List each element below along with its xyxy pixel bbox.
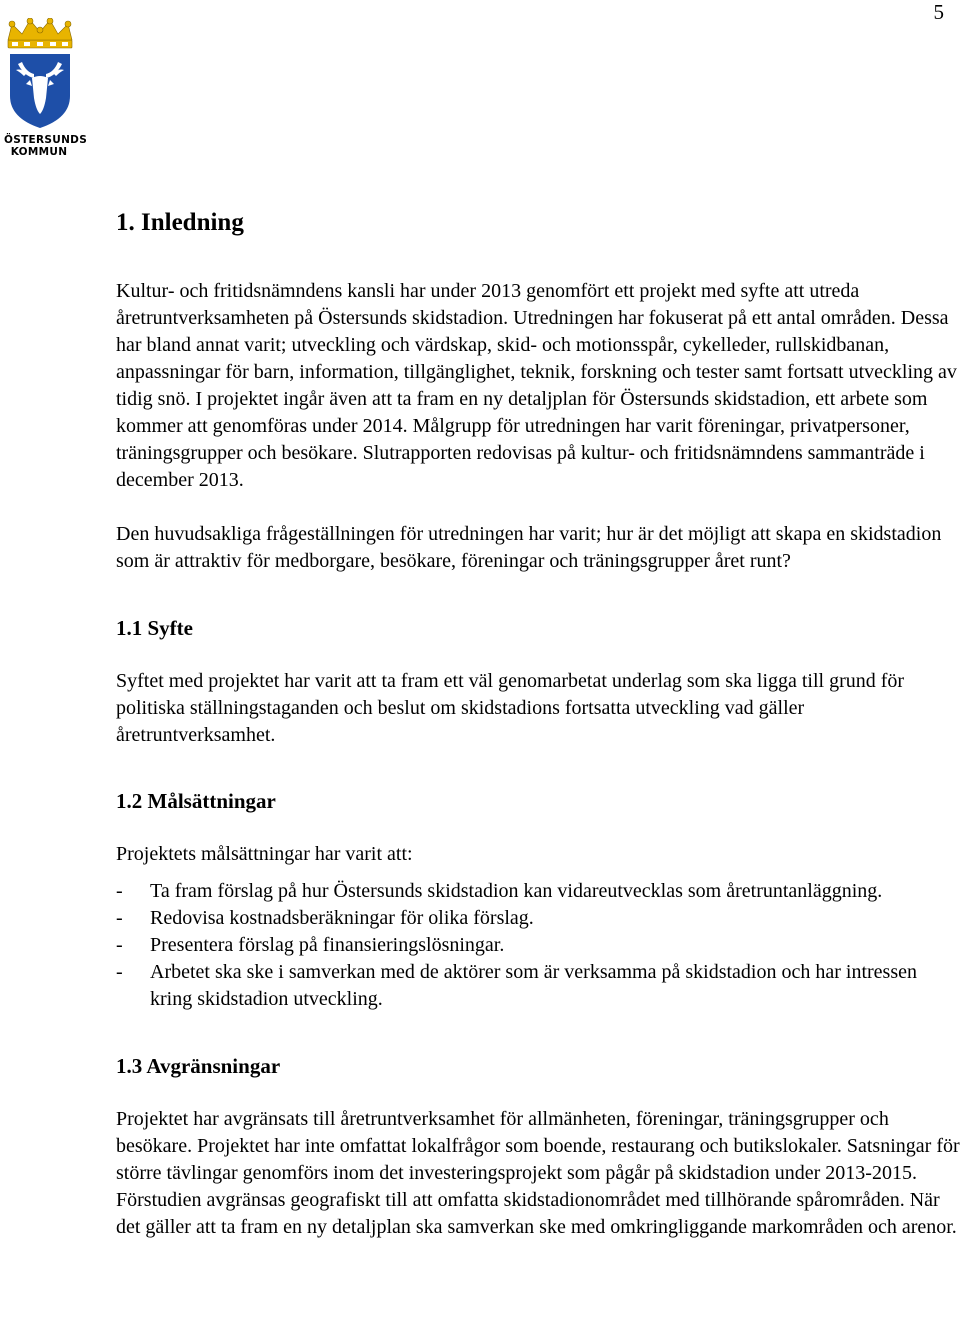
municipality-logo <box>4 18 88 158</box>
logo-text-line2: KOMMUN <box>10 146 68 158</box>
logo-text-line1: ÖSTERSUNDS <box>4 134 88 146</box>
section-heading-syfte: 1.1 Syfte <box>116 616 193 640</box>
document-body <box>116 203 960 1268</box>
paragraph-avgransningar: Projektet har avgränsats till åretruntverksamhet för allmänheten, föreningar, träningsgrupper och besökare. Projektet har inte omfattat lokalfrågor som boende, restaurang och butikslokaler. Satsningar för större tävlingar genomförs inom det investeringsprojekt som pågår på skidstadion under 2013-2015. Förstudien avgränsas geografiskt till att omfatta skidstadionområdet med tillhörande spårområden. När det gäller att ta fram en ny detaljplan ska samverkan ske med omkringliggande markområden och arenor. <box>116 1108 960 1238</box>
list-item: - Presentera förslag på finansieringslösningar. <box>116 932 960 959</box>
page-number: 5 <box>933 0 944 24</box>
section-heading-malsattningar: 1.2 Målsättningar <box>116 789 276 813</box>
list-item: - Ta fram förslag på hur Östersunds skidstadion kan vidareutvecklas som åretruntanläggning. <box>116 878 960 905</box>
list-item: - Redovisa kostnadsberäkningar för olika förslag. <box>116 905 960 932</box>
coat-of-arms-icon <box>4 18 76 130</box>
section-heading-inledning: 1. Inledning <box>116 209 244 236</box>
section-heading-avgransningar: 1.3 Avgränsningar <box>116 1054 281 1078</box>
goals-list <box>116 878 960 1013</box>
paragraph-mal-intro: Projektets målsättningar har varit att: <box>116 843 413 865</box>
paragraph-question: Den huvudsakliga frågeställningen för utredningen har varit; hur är det möjligt att skapa en skidstadion som är attraktiv för medborgare, besökare, föreningar och träningsgrupper året runt? <box>116 523 942 572</box>
paragraph-syfte: Syftet med projektet har varit att ta fram ett väl genomarbetat underlag som ska ligga till grund för politiska ställningstaganden och beslut om skidstadions fortsatta utveckling vad gäller åretruntverksamhet. <box>116 670 905 746</box>
paragraph-intro: Kultur- och fritidsnämndens kansli har under 2013 genomfört ett projekt med syfte att utreda åretruntverksamheten på Östersunds skidstadion. Utredningen har fokuserat på ett antal områden. Dessa har bland annat varit; utveckling och värdskap, skid- och motionsspår, cykelleder, rullskidbanan, anpassningar för barn, information, tillgänglighet, teknik, forskning och tester samt fortsatt utveckling av tidig snö. I projektet ingår även att ta fram en ny detaljplan för Östersunds skidstadion, ett arbete som kommer att genomföras under 2014. Målgrupp för utredningen har varit föreningar, privatpersoner, träningsgrupper och besökare. Slutrapporten redovisas på kultur- och fritidsnämndens sammanträde i december 2013. <box>116 280 957 491</box>
list-item: - Arbetet ska ske i samverkan med de aktörer som är verksamma på skidstadion och har intressen kring skidstadion utveckling. <box>116 959 960 1013</box>
